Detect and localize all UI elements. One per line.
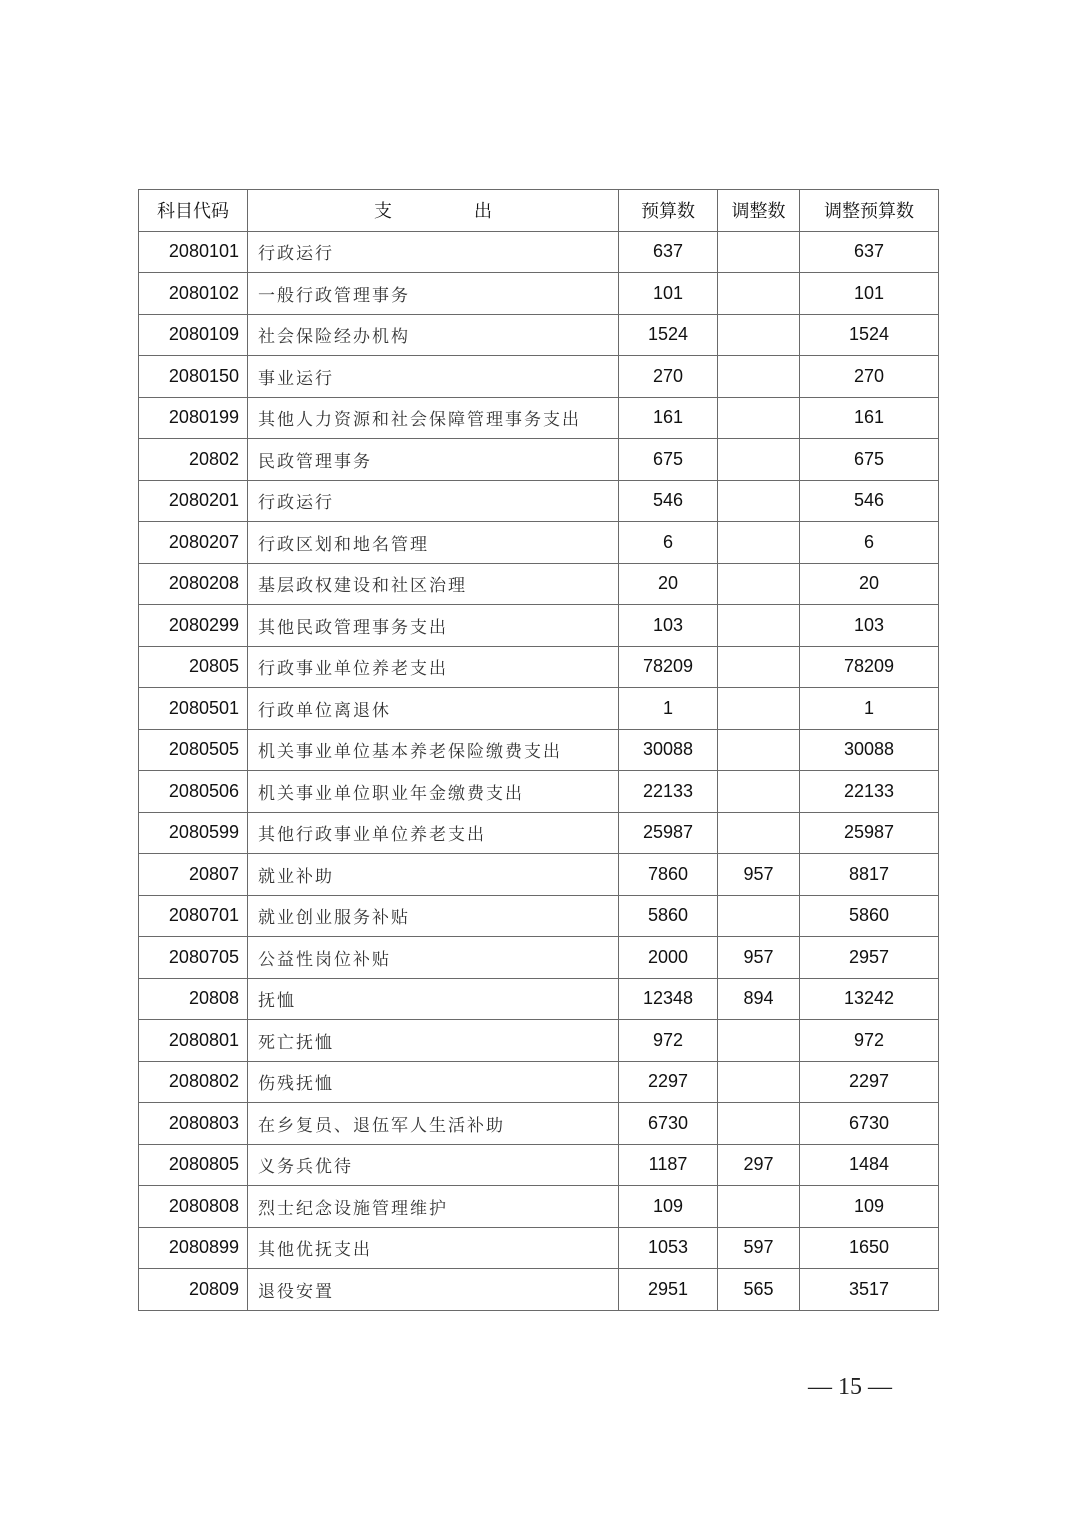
table-row <box>139 563 939 605</box>
table-row <box>139 1186 939 1228</box>
table-body <box>139 231 939 1310</box>
table-row <box>139 480 939 522</box>
row-budget: 1053 <box>619 1227 718 1269</box>
row-adjusted-budget: 6730 <box>800 1103 939 1145</box>
table-row <box>139 1227 939 1269</box>
row-adjustment <box>718 1020 800 1062</box>
row-adjusted-budget: 2297 <box>800 1061 939 1103</box>
row-adjusted-budget: 5860 <box>800 895 939 937</box>
row-code: 2080109 <box>139 314 248 356</box>
row-adjusted-budget: 1524 <box>800 314 939 356</box>
row-code: 2080102 <box>139 273 248 315</box>
row-name: 其他人力资源和社会保障管理事务支出 <box>248 397 619 439</box>
row-adjustment <box>718 480 800 522</box>
row-name: 其他优抚支出 <box>248 1227 619 1269</box>
row-adjusted-budget: 546 <box>800 480 939 522</box>
table-row <box>139 1269 939 1311</box>
row-name: 义务兵优待 <box>248 1144 619 1186</box>
row-name: 行政区划和地名管理 <box>248 522 619 564</box>
row-adjusted-budget: 1484 <box>800 1144 939 1186</box>
row-budget: 270 <box>619 356 718 398</box>
row-code: 2080899 <box>139 1227 248 1269</box>
row-code: 2080150 <box>139 356 248 398</box>
row-adjusted-budget: 161 <box>800 397 939 439</box>
row-budget: 675 <box>619 439 718 481</box>
row-adjustment <box>718 646 800 688</box>
row-adjusted-budget: 103 <box>800 605 939 647</box>
header-code: 科目代码 <box>139 190 248 232</box>
row-budget: 103 <box>619 605 718 647</box>
row-name: 事业运行 <box>248 356 619 398</box>
row-name: 烈士纪念设施管理维护 <box>248 1186 619 1228</box>
row-adjusted-budget: 20 <box>800 563 939 605</box>
row-code: 2080808 <box>139 1186 248 1228</box>
row-adjusted-budget: 78209 <box>800 646 939 688</box>
row-budget: 6 <box>619 522 718 564</box>
row-adjustment <box>718 563 800 605</box>
row-adjustment: 297 <box>718 1144 800 1186</box>
row-name: 就业补助 <box>248 854 619 896</box>
header-expense-char-1: 支 <box>374 201 392 222</box>
table-row <box>139 439 939 481</box>
header-adjusted-budget: 调整预算数 <box>800 190 939 232</box>
row-budget: 1524 <box>619 314 718 356</box>
table-row <box>139 771 939 813</box>
row-code: 2080701 <box>139 895 248 937</box>
row-name: 在乡复员、退伍军人生活补助 <box>248 1103 619 1145</box>
row-budget: 12348 <box>619 978 718 1020</box>
row-name: 社会保险经办机构 <box>248 314 619 356</box>
row-adjusted-budget: 25987 <box>800 812 939 854</box>
table-row <box>139 397 939 439</box>
row-code: 2080199 <box>139 397 248 439</box>
row-name: 其他行政事业单位养老支出 <box>248 812 619 854</box>
table-header-row <box>139 190 939 232</box>
row-adjusted-budget: 637 <box>800 231 939 273</box>
row-adjustment <box>718 771 800 813</box>
row-code: 2080201 <box>139 480 248 522</box>
row-name: 公益性岗位补贴 <box>248 937 619 979</box>
row-adjusted-budget: 675 <box>800 439 939 481</box>
row-budget: 5860 <box>619 895 718 937</box>
row-budget: 109 <box>619 1186 718 1228</box>
table-row <box>139 812 939 854</box>
row-budget: 25987 <box>619 812 718 854</box>
header-expense <box>248 190 619 232</box>
row-adjustment <box>718 356 800 398</box>
row-code: 2080208 <box>139 563 248 605</box>
row-adjustment <box>718 273 800 315</box>
row-budget: 637 <box>619 231 718 273</box>
row-adjusted-budget: 30088 <box>800 729 939 771</box>
row-code: 2080705 <box>139 937 248 979</box>
row-adjustment <box>718 688 800 730</box>
row-budget: 1 <box>619 688 718 730</box>
row-name: 就业创业服务补贴 <box>248 895 619 937</box>
row-code: 20802 <box>139 439 248 481</box>
row-code: 2080207 <box>139 522 248 564</box>
row-adjustment <box>718 1061 800 1103</box>
row-name: 民政管理事务 <box>248 439 619 481</box>
table-row <box>139 937 939 979</box>
table-row <box>139 273 939 315</box>
row-adjustment <box>718 397 800 439</box>
table-row <box>139 729 939 771</box>
row-code: 2080805 <box>139 1144 248 1186</box>
row-budget: 2000 <box>619 937 718 979</box>
row-budget: 2951 <box>619 1269 718 1311</box>
row-name: 行政事业单位养老支出 <box>248 646 619 688</box>
row-adjustment: 597 <box>718 1227 800 1269</box>
table-row <box>139 1144 939 1186</box>
row-name: 机关事业单位基本养老保险缴费支出 <box>248 729 619 771</box>
row-budget: 6730 <box>619 1103 718 1145</box>
row-code: 2080101 <box>139 231 248 273</box>
row-adjusted-budget: 972 <box>800 1020 939 1062</box>
row-adjusted-budget: 109 <box>800 1186 939 1228</box>
table-row <box>139 688 939 730</box>
row-budget: 101 <box>619 273 718 315</box>
row-name: 基层政权建设和社区治理 <box>248 563 619 605</box>
row-code: 20808 <box>139 978 248 1020</box>
row-name: 机关事业单位职业年金缴费支出 <box>248 771 619 813</box>
table-row <box>139 605 939 647</box>
header-expense-char-2: 出 <box>474 201 492 222</box>
table-row <box>139 895 939 937</box>
row-adjustment <box>718 439 800 481</box>
row-adjustment <box>718 812 800 854</box>
row-adjusted-budget: 270 <box>800 356 939 398</box>
row-name: 伤残抚恤 <box>248 1061 619 1103</box>
budget-table <box>138 189 939 1311</box>
row-name: 死亡抚恤 <box>248 1020 619 1062</box>
row-budget: 22133 <box>619 771 718 813</box>
row-code: 2080506 <box>139 771 248 813</box>
row-name: 行政运行 <box>248 480 619 522</box>
row-budget: 1187 <box>619 1144 718 1186</box>
row-adjusted-budget: 2957 <box>800 937 939 979</box>
row-adjustment <box>718 729 800 771</box>
row-budget: 78209 <box>619 646 718 688</box>
row-budget: 20 <box>619 563 718 605</box>
row-code: 20805 <box>139 646 248 688</box>
row-code: 20809 <box>139 1269 248 1311</box>
row-budget: 7860 <box>619 854 718 896</box>
row-code: 2080299 <box>139 605 248 647</box>
row-name: 抚恤 <box>248 978 619 1020</box>
row-name: 一般行政管理事务 <box>248 273 619 315</box>
row-adjusted-budget: 101 <box>800 273 939 315</box>
row-code: 20807 <box>139 854 248 896</box>
row-adjustment: 957 <box>718 937 800 979</box>
row-name: 行政单位离退休 <box>248 688 619 730</box>
row-adjustment: 957 <box>718 854 800 896</box>
row-name: 退役安置 <box>248 1269 619 1311</box>
row-adjustment: 565 <box>718 1269 800 1311</box>
table-row <box>139 1103 939 1145</box>
table-row <box>139 356 939 398</box>
table-row <box>139 314 939 356</box>
row-adjusted-budget: 13242 <box>800 978 939 1020</box>
row-name: 行政运行 <box>248 231 619 273</box>
row-adjusted-budget: 22133 <box>800 771 939 813</box>
row-code: 2080801 <box>139 1020 248 1062</box>
header-budget: 预算数 <box>619 190 718 232</box>
row-code: 2080802 <box>139 1061 248 1103</box>
row-code: 2080501 <box>139 688 248 730</box>
row-adjustment <box>718 1103 800 1145</box>
row-budget: 972 <box>619 1020 718 1062</box>
header-adjustment: 调整数 <box>718 190 800 232</box>
table-row <box>139 231 939 273</box>
row-code: 2080505 <box>139 729 248 771</box>
table-row <box>139 1061 939 1103</box>
table-row <box>139 854 939 896</box>
table-row <box>139 646 939 688</box>
row-adjusted-budget: 1 <box>800 688 939 730</box>
row-adjustment: 894 <box>718 978 800 1020</box>
table-row <box>139 1020 939 1062</box>
row-budget: 30088 <box>619 729 718 771</box>
row-code: 2080803 <box>139 1103 248 1145</box>
row-adjusted-budget: 3517 <box>800 1269 939 1311</box>
row-budget: 546 <box>619 480 718 522</box>
table-row <box>139 978 939 1020</box>
row-adjustment <box>718 605 800 647</box>
row-budget: 2297 <box>619 1061 718 1103</box>
row-adjustment <box>718 522 800 564</box>
row-budget: 161 <box>619 397 718 439</box>
row-adjustment <box>718 314 800 356</box>
row-adjusted-budget: 1650 <box>800 1227 939 1269</box>
row-adjusted-budget: 8817 <box>800 854 939 896</box>
row-adjustment <box>718 1186 800 1228</box>
table-row <box>139 522 939 564</box>
page-number: — 15 — <box>808 1374 892 1400</box>
row-adjustment <box>718 231 800 273</box>
row-adjustment <box>718 895 800 937</box>
row-code: 2080599 <box>139 812 248 854</box>
row-name: 其他民政管理事务支出 <box>248 605 619 647</box>
row-adjusted-budget: 6 <box>800 522 939 564</box>
